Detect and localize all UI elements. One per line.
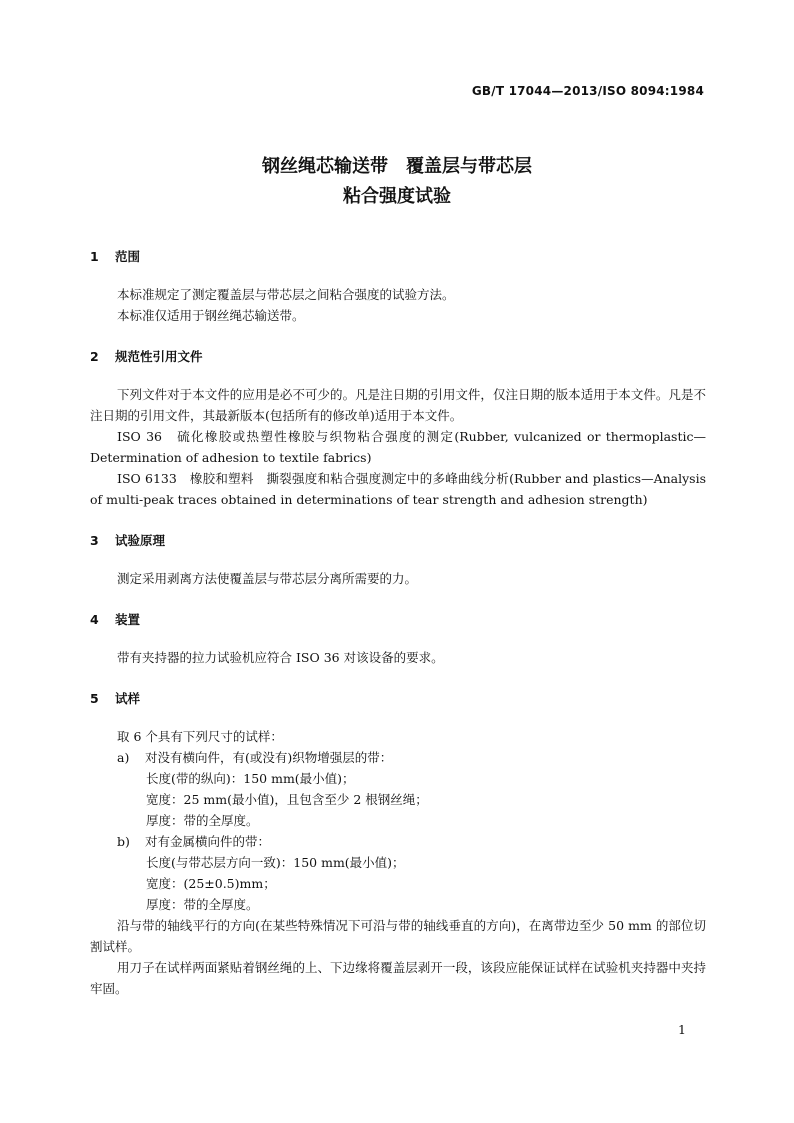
section-heading	[90, 246, 706, 267]
sub-item: 厚度：带的全厚度。	[146, 897, 259, 912]
list-label: b)	[117, 834, 130, 849]
paragraph: 本标准规定了测定覆盖层与带芯层之间粘合强度的试验方法。	[117, 287, 455, 302]
section-number: 2	[90, 349, 99, 364]
sub-item: 长度(与带芯层方向一致)：150 mm(最小值)；	[146, 855, 405, 870]
document-title-line2: 粘合强度试验	[343, 186, 451, 207]
paragraph: 带有夹持器的拉力试验机应符合 ISO 36 对该设备的要求。	[117, 650, 444, 665]
list-item	[90, 747, 706, 768]
section-title: 范围	[115, 249, 141, 264]
standard-number: GB/T 17044—2013/ISO 8094:1984	[471, 84, 704, 98]
paragraph: 用刀子在试样两面紧贴着钢丝绳的上、下边缘将覆盖层剥开一段，该段应能保证试样在试验机夹持器中夹持牢固。	[90, 960, 706, 996]
list-label: a)	[117, 750, 130, 765]
paragraph: 沿与带的轴线平行的方向(在某些特殊情况下可沿与带的轴线垂直的方向)，在离带边至少 50 mm 的部位切割试样。	[90, 918, 706, 954]
reference-iso-36: ISO 36 硫化橡胶或热塑性橡胶与织物粘合强度的测定(Rubber, vulcanized or thermoplastic—Determination of adhesion to textile fabrics)	[90, 429, 706, 465]
list-text: 对有金属横向件的带：	[145, 834, 271, 849]
sub-item: 长度(带的纵向)：150 mm(最小值)；	[146, 771, 355, 786]
section-number: 3	[90, 533, 99, 548]
paragraph: 下列文件对于本文件的应用是必不可少的。凡是注日期的引用文件，仅注日期的版本适用于本文件。凡是不注日期的引用文件，其最新版本(包括所有的修改单)适用于本文件。	[90, 387, 706, 423]
document-body	[90, 246, 706, 1019]
section-scope	[90, 246, 706, 326]
section-principle	[90, 530, 706, 589]
section-title: 规范性引用文件	[115, 349, 203, 364]
section-test-pieces	[90, 688, 706, 999]
section-title: 试样	[115, 691, 141, 706]
sub-item: 宽度：(25±0.5)mm；	[146, 876, 276, 891]
sub-item: 宽度：25 mm(最小值)，且包含至少 2 根钢丝绳；	[146, 792, 428, 807]
reference-iso-6133: ISO 6133 橡胶和塑料 撕裂强度和粘合强度测定中的多峰曲线分析(Rubber and plastics—Analysis of multi-peak traces obtained in determinations of tear strength and adhesion strength)	[90, 471, 706, 507]
section-heading	[90, 346, 706, 367]
section-title: 装置	[115, 612, 141, 627]
section-number: 1	[90, 249, 99, 264]
sub-item: 厚度：带的全厚度。	[146, 813, 259, 828]
paragraph: 本标准仅适用于钢丝绳芯输送带。	[117, 308, 305, 323]
section-heading	[90, 688, 706, 709]
list-text: 对没有横向件，有(或没有)织物增强层的带：	[145, 750, 393, 765]
list-item	[90, 831, 706, 852]
section-normative-references	[90, 346, 706, 510]
section-number: 5	[90, 691, 99, 706]
section-apparatus	[90, 609, 706, 668]
page-number: 1	[678, 1022, 686, 1037]
paragraph: 取 6 个具有下列尺寸的试样：	[117, 729, 283, 744]
section-heading	[90, 530, 706, 551]
section-heading	[90, 609, 706, 630]
paragraph: 测定采用剥离方法使覆盖层与带芯层分离所需要的力。	[117, 571, 418, 586]
section-number: 4	[90, 612, 99, 627]
document-title-line1: 钢丝绳芯输送带 覆盖层与带芯层	[262, 156, 532, 177]
section-title: 试验原理	[115, 533, 166, 548]
